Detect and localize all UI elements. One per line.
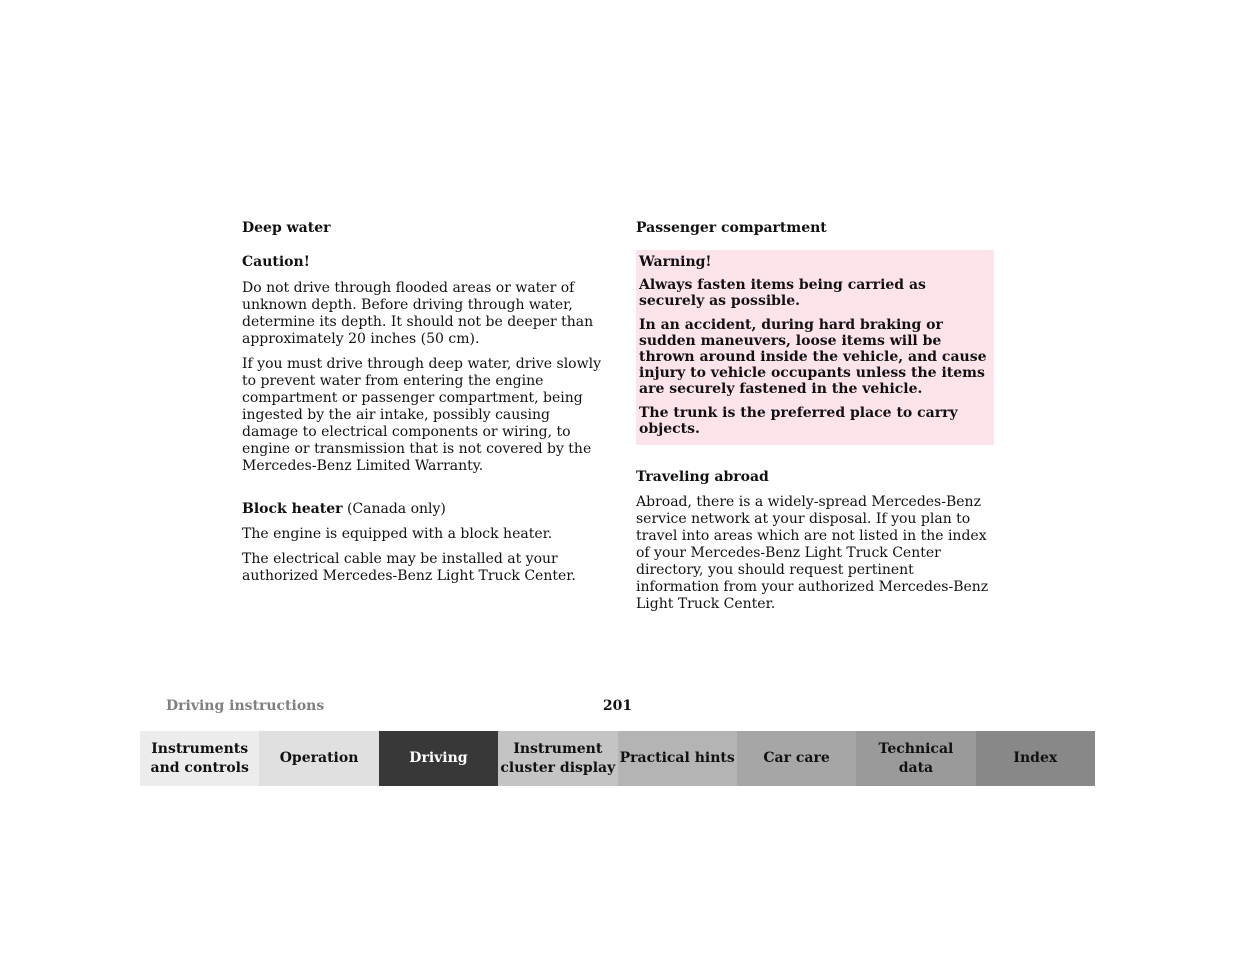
block-heater-paragraph-1: The engine is equipped with a block heater.	[242, 526, 553, 542]
nav-tab-driving[interactable]: Driving	[379, 731, 498, 786]
left-column	[242, 220, 604, 593]
block-heater-heading-line	[242, 501, 604, 518]
warning-paragraph-2: In an accident, during hard braking or sudden maneuvers, loose items will be thrown around inside the vehicle, and cause injury to vehicle occupants unless the items are securely fastened in the vehicle.	[639, 317, 987, 397]
right-column	[636, 220, 994, 621]
traveling-abroad-heading: Traveling abroad	[636, 469, 769, 485]
nav-tab-instruments-and-controls[interactable]: Instruments and controls	[140, 731, 259, 786]
caution-paragraph-1: Do not drive through flooded areas or water of unknown depth. Before driving through water, determine its depth. It should not be deeper than approximately 20 inches (50 cm).	[242, 280, 594, 347]
warning-paragraph-3: The trunk is the preferred place to carry objects.	[639, 405, 958, 437]
block-heater-paragraph-2: The electrical cable may be installed at your authorized Mercedes-Benz Light Truck Center.	[242, 551, 576, 584]
nav-tab-operation[interactable]: Operation	[259, 731, 378, 786]
page-number: 201	[602, 698, 633, 714]
nav-tab-practical-hints[interactable]: Practical hints	[618, 731, 737, 786]
passenger-compartment-heading: Passenger compartment	[636, 220, 827, 236]
block-heater-qualifier: (Canada only)	[342, 501, 446, 517]
deep-water-heading: Deep water	[242, 220, 331, 236]
section-label: Driving instructions	[166, 698, 325, 714]
caution-paragraph-2: If you must drive through deep water, drive slowly to prevent water from entering the engine compartment or passenger compartment, being ingested by the air intake, possibly causing damage to electrical components or wiring, to engine or transmission that is not covered by the Mercedes-Benz Limited Warranty.	[242, 356, 601, 474]
chapter-navigation	[140, 731, 1095, 786]
traveling-abroad-paragraph: Abroad, there is a widely-spread Mercedes-Benz service network at your disposal. If you plan to travel into areas which are not listed in the index of your Mercedes-Benz Light Truck Center directory, you should request pertinent information from your authorized Mercedes-Benz Light Truck Center.	[636, 494, 989, 612]
nav-tab-index[interactable]: Index	[976, 731, 1095, 786]
nav-tab-technical-data[interactable]: Technical data	[856, 731, 975, 786]
warning-box	[636, 250, 994, 445]
warning-paragraph-1: Always fasten items being carried as securely as possible.	[639, 277, 926, 309]
caution-heading: Caution!	[242, 254, 310, 270]
warning-title: Warning!	[639, 254, 712, 270]
nav-tab-car-care[interactable]: Car care	[737, 731, 856, 786]
block-heater-heading: Block heater	[242, 501, 343, 517]
nav-tab-instrument-cluster-display[interactable]: Instrument cluster display	[498, 731, 617, 786]
